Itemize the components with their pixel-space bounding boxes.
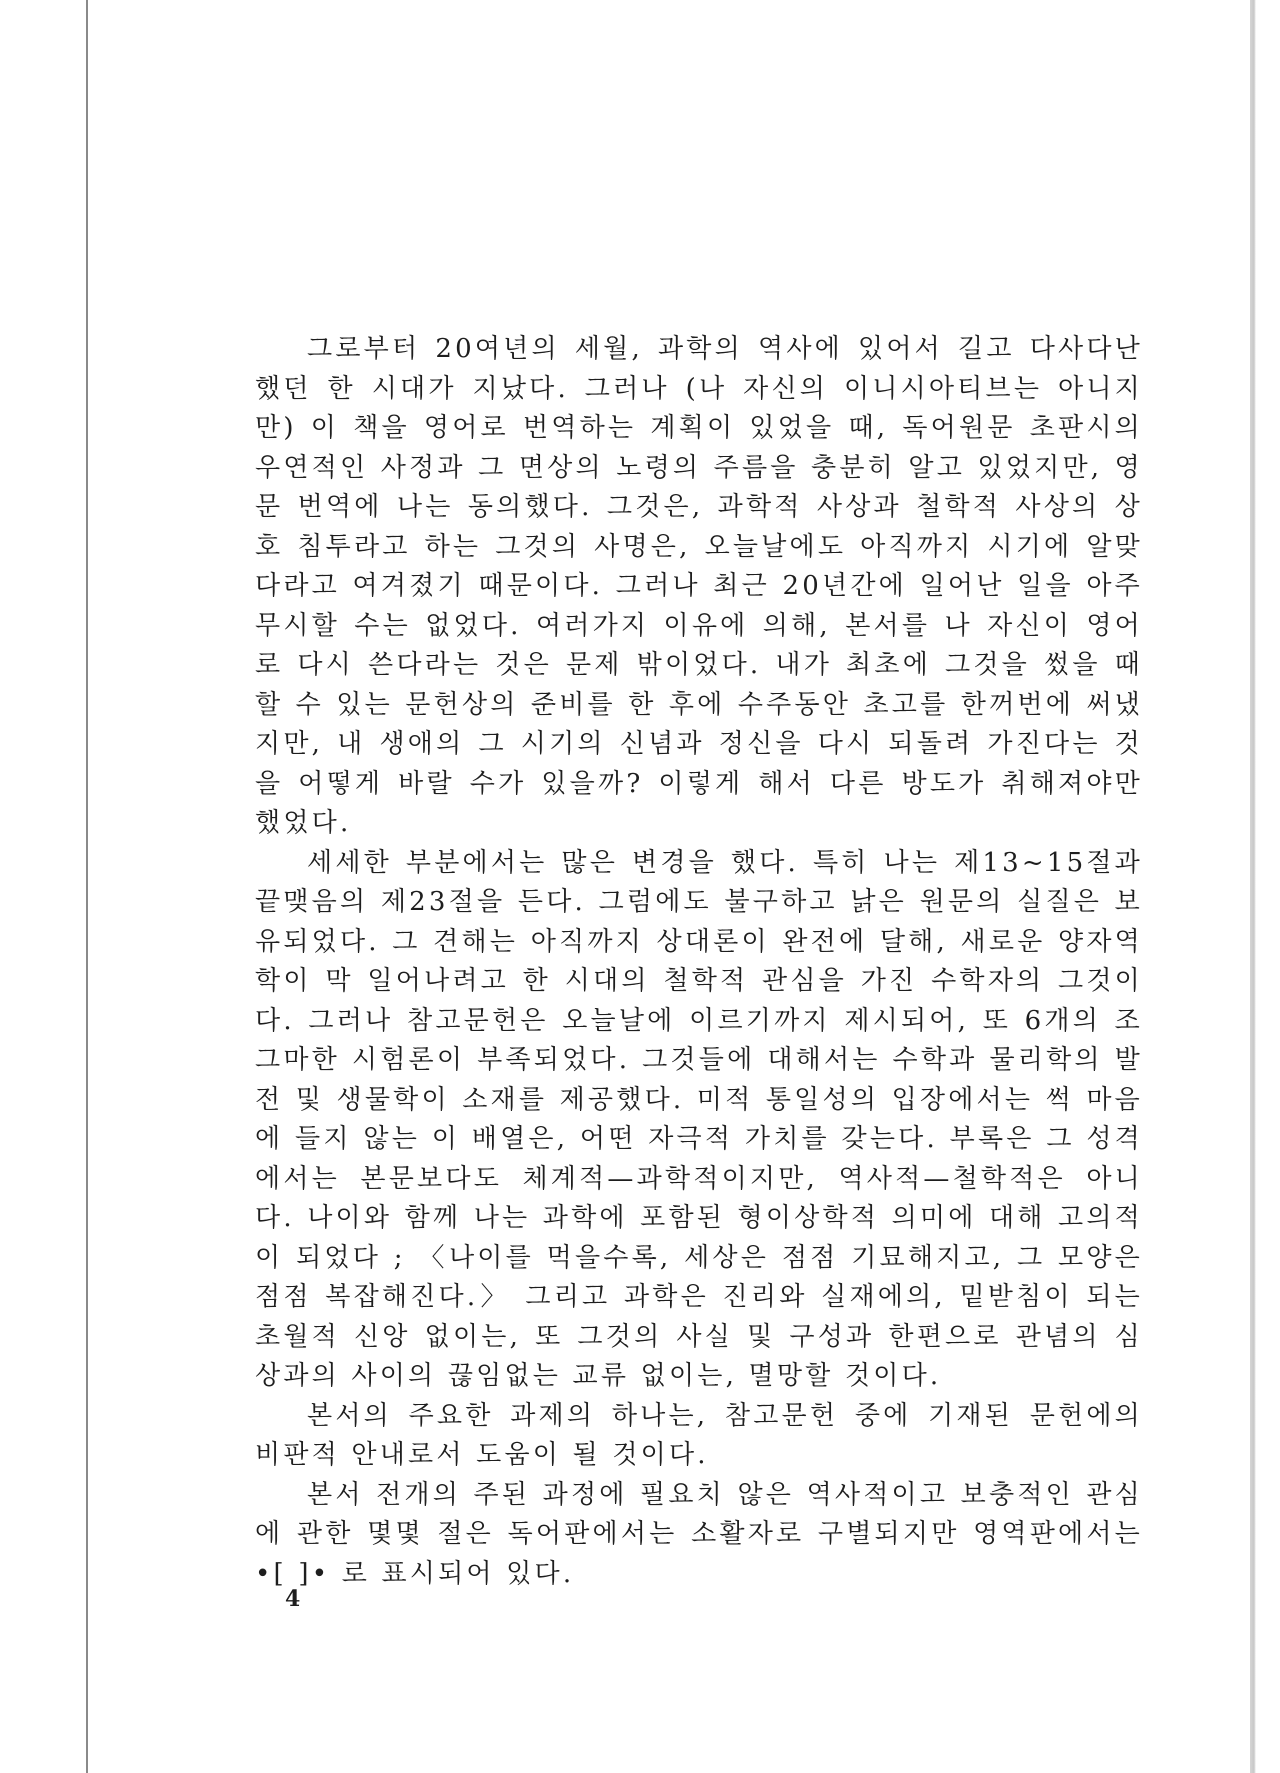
paragraph-4: 본서 전개의 주된 과정에 필요치 않은 역사적이고 보충적인 관심에 관한 몇몇 절은 독어판에서는 소활자로 구별되지만 영역판에서는 •[ ]• 로 표시되어 있다. [255,1479,1143,1589]
paragraph-3: 본서의 주요한 과제의 하나는, 참고문헌 중에 기재된 문헌에의 비판적 안내로서 도움이 될 것이다. [255,1400,1143,1470]
page-edge-shadow [1250,0,1280,1773]
paragraph-1: 그로부터 20여년의 세월, 과학의 역사에 있어서 길고 다사다난했던 한 시대가 지났다. 그러나 (나 자신의 이니시아티브는 아니지만) 이 책을 영어로 번역하는 계획이 있었을 때, 독어원문 초판시의 우연적인 사정과 그 면상의 노령의 주름을 충분히 알고 있었지만, 영문 번역에 나는 동의했다. 그것은, 과학적 사상과 철학적 사상의 상호 침투라고 하는 그것의 사명은, 오늘날에도 아직까지 시기에 알맞다라고 여겨졌기 때문이다. 그러나 최근 20년간에 일어난 일을 아주 무시할 수는 없었다. 여러가지 이유에 의해, 본서를 나 자신이 영어로 다시 쓴다라는 것은 문제 밖이었다. 내가 최초에 그것을 썼을 때 할 수 있는 문헌상의 준비를 한 후에 수주동안 초고를 한꺼번에 써냈지만, 내 생애의 그 시기의 신념과 정신을 다시 되돌려 가진다는 것을 어떻게 바랄 수가 있을까? 이렇게 해서 다른 방도가 취해져야만 했었다. [255,334,1143,838]
left-gutter [0,0,88,1773]
paragraph-2: 세세한 부분에서는 많은 변경을 했다. 특히 나는 제13~15절과 끝맺음의 제23절을 든다. 그럼에도 불구하고 낡은 원문의 실질은 보유되었다. 그 견해는 아직까지 상대론이 완전에 달해, 새로운 양자역학이 막 일어나려고 한 시대의 철학적 관심을 가진 수학자의 그것이다. 그러나 참고문헌은 오늘날에 이르기까지 제시되어, 또 6개의 조그마한 시험론이 부족되었다. 그것들에 대해서는 수학과 물리학의 발전 및 생물학이 소재를 제공했다. 미적 통일성의 입장에서는 썩 마음에 들지 않는 이 배열은, 어떤 자극적 가치를 갖는다. 부록은 그 성격에서는 본문보다도 체계적—과학적이지만, 역사적—철학적은 아니다. 나이와 함께 나는 과학에 포함된 형이상학적 의미에 대해 고의적이 되었다 ; 〈나이를 먹을수록, 세상은 점점 기묘해지고, 그 모양은 점점 복잡해진다.〉 그리고 과학은 진리와 실재에의, 밑받침이 되는 초월적 신앙 없이는, 또 그것의 사실 및 구성과 한편으로 관념의 심상과의 사이의 끊임없는 교류 없이는, 멸망할 것이다. [255,847,1143,1391]
page-number: 4 [285,1586,301,1612]
body-text [255,330,1143,1594]
